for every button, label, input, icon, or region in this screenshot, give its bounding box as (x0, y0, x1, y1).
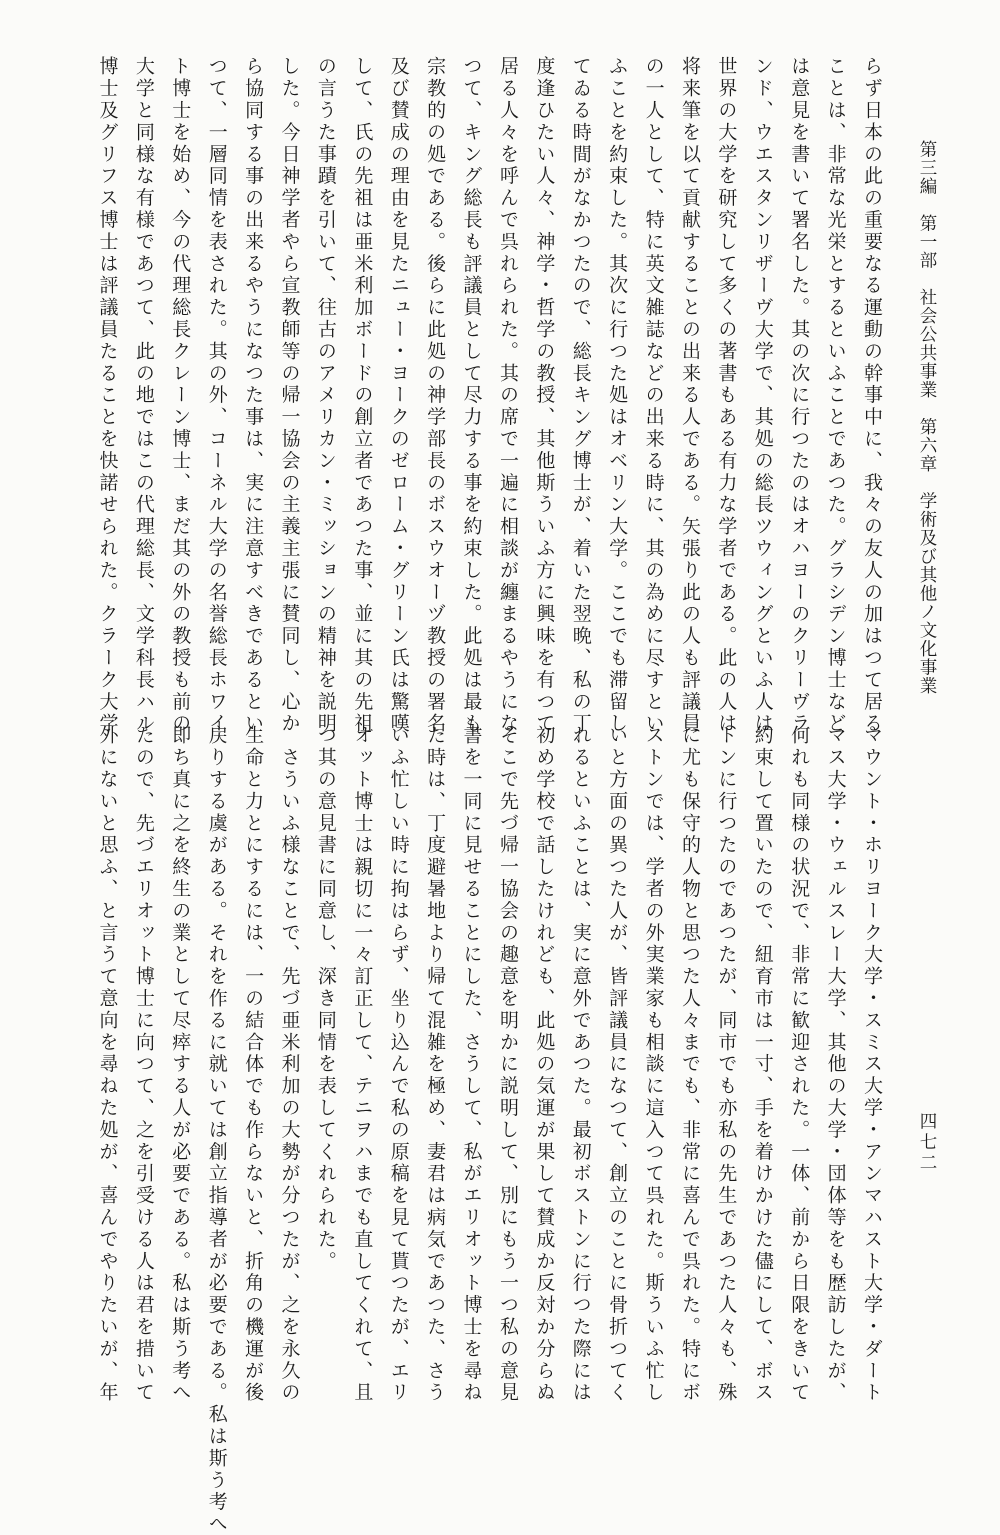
text-line: 何れも同様の状況で、非常に歓迎された。一体、前から日限をきいて (788, 725, 811, 1404)
text-line: そこで先づ帰一協会の趣意を明かに説明して、別にもう一つ私の意見 (496, 725, 519, 1404)
text-line: は意見を書いて署名した。其の次に行つたのはオハヨーのクリーヴラ (788, 56, 811, 735)
text-line: いと方面の異つた人が、皆評議員になつて、創立のことに骨折つてく (606, 725, 629, 1404)
text-line: 即ち真に之を終生の業として尽瘁する人が必要である。私は斯う考へ (169, 725, 192, 1404)
text-line: マス大学・ウェルスレー大学、其他の大学・団体等をも歴訪したが、 (824, 725, 847, 1404)
text-line: の一人として、特に英文雑誌などの出来る時に、其の為めに尽すとい (642, 56, 665, 735)
text-line: オット博士は親切に一々訂正して、テニヲハまでも直してくれて、且 (351, 725, 374, 1404)
text-line: 度逢ひたい人々、神学・哲学の教授、其他斯ういふ方に興味を有つて (533, 56, 556, 735)
text-line: 外にないと思ふ、と言うて意向を尋ねた処が、喜んでやりたいが、年 (96, 725, 119, 1404)
text-line: つて、キング総長も評議員として尽力する事を約束した。此処は最も (460, 56, 483, 735)
text-line: てゐる時間がなかつたので、総長キング博士が、着いた翌晩、私の丁 (569, 56, 592, 735)
text-line: した。今日神学者やら宣教師等の帰一協会の主義主張に賛同し、心か (278, 56, 301, 735)
text-line: 及び賛成の理由を見たニュー・ヨークのゼローム・グリーン氏は驚嘆 (387, 56, 410, 735)
text-line: 世界の大学を研究して多くの著書もある有力な学者である。此の人は (715, 56, 738, 735)
text-line: に尤も保守的人物と思つた人々までも、非常に喜んで呉れた。特にボ (678, 725, 701, 1404)
text-line: つて、一層同情を表された。其の外、コーネル大学の名誉総長ホワイ (205, 56, 228, 735)
text-line: 将来筆を以て貢献することの出来る人である。矢張り此の人も評議員 (678, 56, 701, 735)
text-line: 大学と同様な有様であつて、此の地ではこの代理総長、文学科長ハル (132, 56, 155, 735)
upper-text-block (96, 56, 890, 735)
text-line: ト博士を始め、今の代理総長クレーン博士、まだ其の外の教授も前の (169, 56, 192, 735)
text-line: ことは、非常な光栄とするといふことであつた。グラシデン博士など (824, 56, 847, 735)
text-line: マウント・ホリヨーク大学・スミス大学・アンマハスト大学・ダート (861, 725, 883, 1404)
text-line: 宗教的の処である。後らに此処の神学部長のボスウオーヅ教授の署名 (424, 56, 447, 735)
text-line: トンに行つたのであつたが、同市でも亦私の先生であつた人々も、殊 (715, 725, 738, 1404)
text-line: 博士及グリフス博士は評議員たることを快諾せられた。クラーク大学 (96, 56, 119, 735)
running-header: 第三編 第一部 社会公共事業 第六章 学術及び其他ノ文化事業 (917, 140, 937, 695)
text-line: いふ忙しい時に拘はらず、坐り込んで私の原稿を見て貰つたが、エリ (387, 725, 410, 1404)
text-line: れるといふことは、実に意外であつた。最初ボストンに行つた際には (569, 725, 592, 1404)
text-line: ら協同する事の出来るやうになつた事は、実に注意すべきであるとい (242, 56, 265, 735)
text-line: さういふ様なことで、先づ亜米利加の大勢が分つたが、之を永久の (278, 725, 301, 1404)
text-line: ンド、ウエスタンリザーヴ大学で、其処の総長ツウィングといふ人は (751, 56, 774, 735)
text-line: たので、先づエリオット博士に向つて、之を引受ける人は君を措いて (132, 725, 155, 1404)
text-line: つ其の意見書に同意し、深き同情を表してくれられた。 (314, 725, 337, 1273)
text-line: らず日本の此の重要なる運動の幹事中に、我々の友人の加はつて居る (861, 56, 883, 735)
text-line: ふことを約束した。其次に行つた処はオベリン大学。ここでも滞留し (606, 56, 629, 735)
text-line: の言うた事蹟を引いて、往古のアメリカン・ミッションの精神を説明 (314, 56, 337, 735)
text-line: 戻りする虞がある。それを作るに就いては創立指導者が必要である。私は斯う考へ (205, 725, 228, 1535)
text-line: た時は、丁度避暑地より帰て混雑を極め、妻君は病気であつた、さう (424, 725, 447, 1404)
text-line: 書を一同に見せることにした、さうして、私がエリオット博士を尋ね (460, 725, 483, 1404)
text-line: 初め学校で話したけれども、此処の気運が果して賛成か反対か分らぬ (533, 725, 556, 1404)
text-line: 生命と力とにするには、一の結合体でも作らないと、折角の機運が後 (242, 725, 265, 1404)
page-number: 四七二 (917, 1112, 937, 1174)
text-line: して、氏の先祖は亜米利加ボードの創立者であつた事、並に其の先祖 (351, 56, 374, 735)
text-line: 居る人々を呼んで呉れられた。其の席で一遍に相談が纏まるやうにな (496, 56, 519, 735)
text-line: ストンでは、学者の外実業家も相談に這入つて呉れた。斯ういふ忙し (642, 725, 665, 1404)
text-line: 約束して置いたので、紐育市は一寸、手を着けかけた儘にして、ボス (751, 725, 774, 1404)
lower-text-block (96, 725, 890, 1535)
